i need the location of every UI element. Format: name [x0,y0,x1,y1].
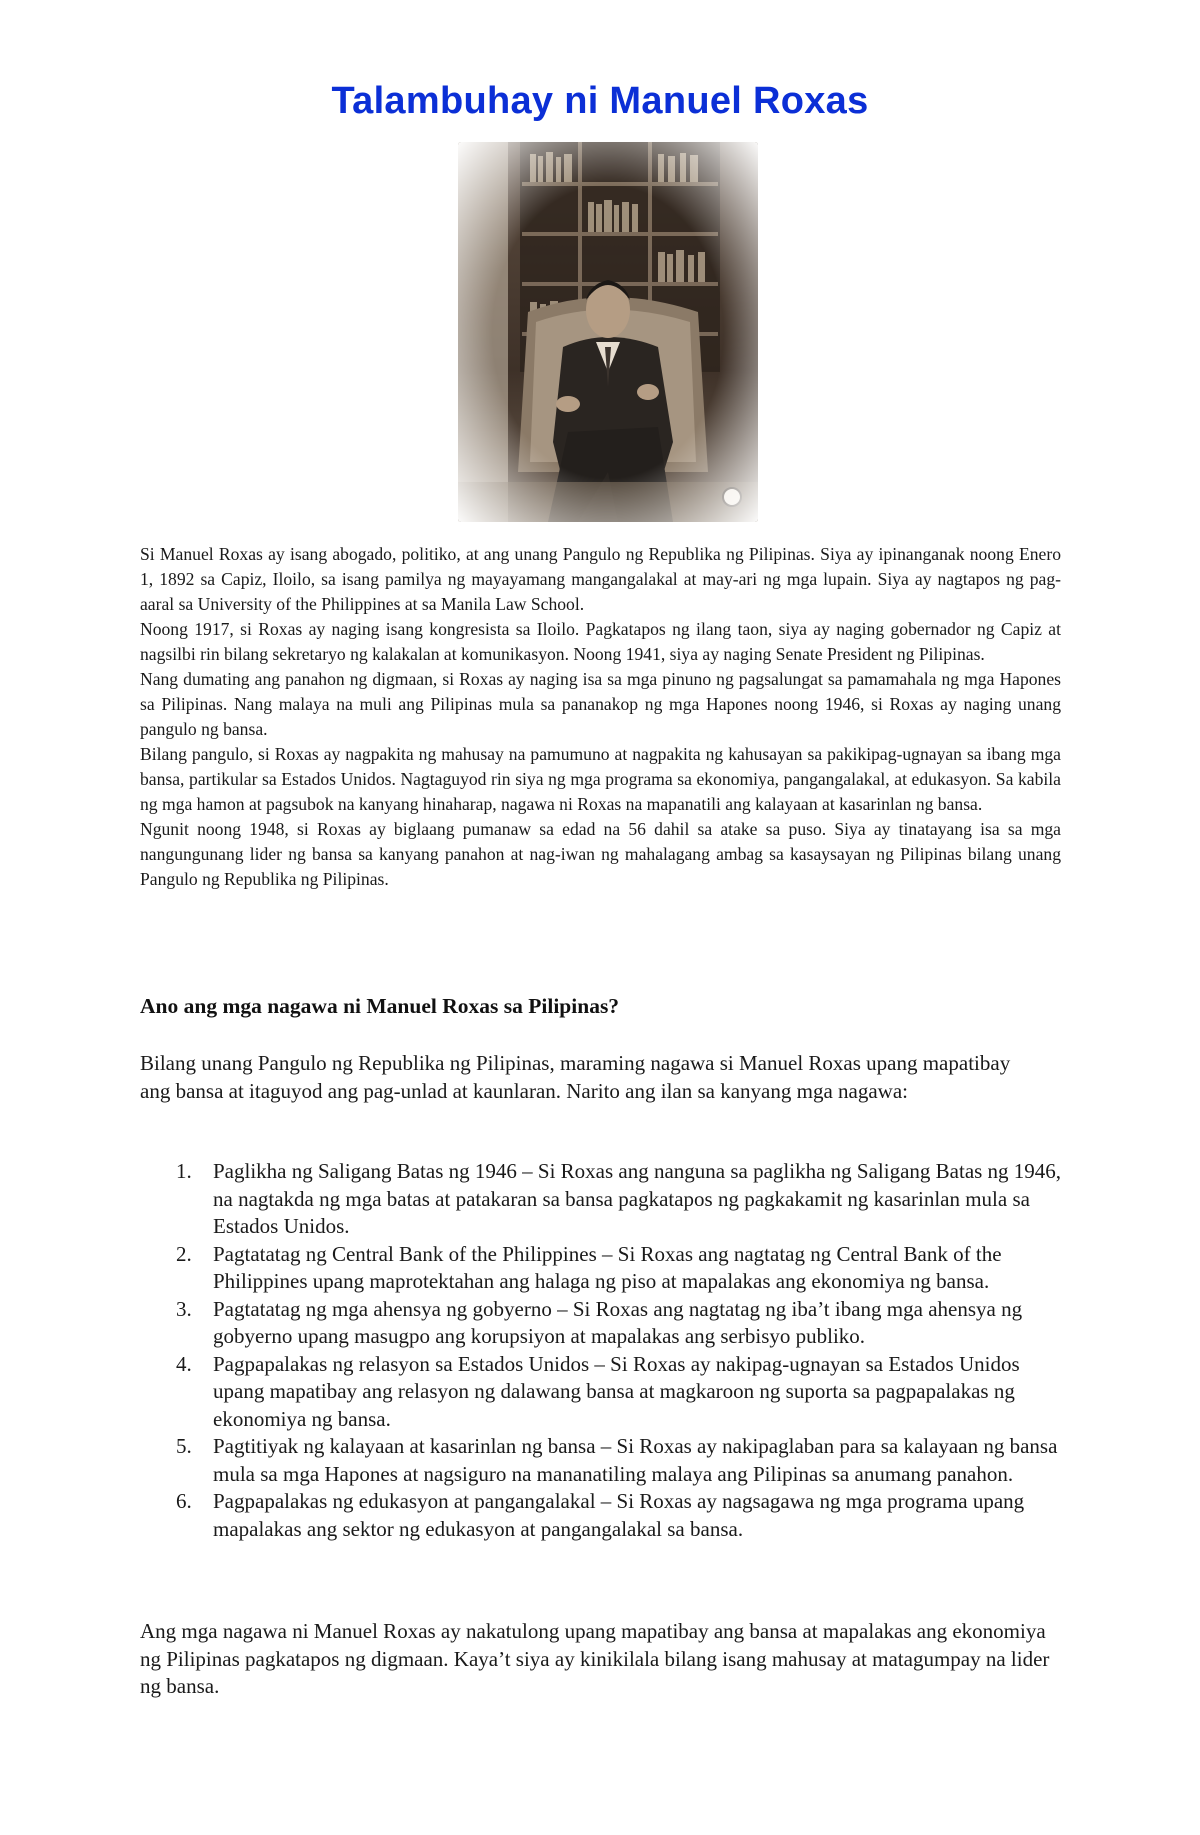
list-item-number: 5. [176,1434,192,1458]
page-title: Talambuhay ni Manuel Roxas [331,80,869,122]
list-item-number: 4. [176,1351,192,1376]
list-item-text: Pagpapalakas ng edukasyon at pangangalakal – Si Roxas ay nagsagawa ng mga programa upang mapalakas ang sektor ng edukasyon at pangangalakal sa bansa. [213,1489,1025,1541]
closing-paragraph: Ang mga nagawa ni Manuel Roxas ay nakatulong upang mapatibay ang bansa at mapalakas ang ekonomiya ng Pilipinas pagkatapos ng digmaan. Kaya’t siya ay kinikilala bilang isang mahusay at matagumpay na lider ng bansa. [140,1619,1050,1698]
list-item [140,1158,1070,1241]
biography-paragraph: Nang dumating ang panahon ng digmaan, si Roxas ay naging isa sa mga pinuno ng pagsalungat sa pamamahala ng mga Hapones sa Pilipinas. Nang malaya na muli ang Pilipinas mula sa pananakop ng mga Hapones noong 1946, si Roxas ay naging unang pangulo ng bansa. [140,669,1061,739]
portrait-photo [458,142,758,522]
list-item-text: Pagtatatag ng mga ahensya ng gobyerno – Si Roxas ang nagtatag ng iba’t ibang mga ahensya ng gobyerno upang masugpo ang korupsiyon at mapalakas ang serbisyo publiko. [213,1296,1023,1348]
list-item-number: 2. [176,1241,192,1266]
intro-paragraph: Bilang unang Pangulo ng Republika ng Pilipinas, maraming nagawa si Manuel Roxas upang mapatibay ang bansa at itaguyod ang pag-unlad at kaunlaran. Narito ang ilan sa kanyang mga nagawa: [140,1051,1011,1103]
biography-paragraph: Si Manuel Roxas ay isang abogado, politiko, at ang unang Pangulo ng Republika ng Pilipinas. Siya ay ipinanganak noong Enero 1, 1892 sa Capiz, Iloilo, sa isang pamilya ng mayayamang mangangalakal at may-ari ng mga lupain. Siya ay nagtapos ng pag-aaral sa University of the Philippines at sa Manila Law School. [140,544,1061,614]
achievements-list [140,1158,1070,1543]
list-item-text: Paglikha ng Saligang Batas ng 1946 – Si Roxas ang nanguna sa paglikha ng Saligang Batas ng 1946, na nagtakda ng mga batas at patakaran sa bansa pagkatapos ng pagkakamit ng kasarinlan mula sa Estados Unidos. [213,1159,1062,1238]
biography-section [140,542,1061,892]
list-item [140,1433,1070,1488]
list-item [140,1351,1070,1434]
biography-paragraph: Noong 1917, si Roxas ay naging isang kongresista sa Iloilo. Pagkatapos ng ilang taon, siya ay naging gobernador ng Capiz at nagsilbi rin bilang sekretaryo ng kalakalan at komunikasyon. Noong 1941, siya ay naging Senate President ng Pilipinas. [140,619,1061,664]
list-item-text: Pagpapalakas ng relasyon sa Estados Unidos – Si Roxas ay nakipag-ugnayan sa Estados Unidos upang mapatibay ang relasyon ng dalawang bansa at magkaroon ng suporta sa pagpapalakas ng ekonomiya ng bansa. [213,1351,1020,1431]
section-heading: Ano ang mga nagawa ni Manuel Roxas sa Pilipinas? [140,994,620,1018]
list-item-number: 1. [176,1159,192,1183]
list-item-number: 3. [176,1296,192,1321]
list-item [140,1488,1070,1543]
list-item [140,1296,1070,1351]
list-item-text: Pagtatatag ng Central Bank of the Philippines – Si Roxas ang nagtatag ng Central Bank of the Philippines upang maprotektahan ang halaga ng piso at mapalakas ang ekonomiya ng bansa. [213,1241,1002,1293]
list-item [140,1241,1070,1296]
biography-paragraph: Ngunit noong 1948, si Roxas ay biglaang pumanaw sa edad na 56 dahil sa atake sa puso. Siya ay tinatayang isa sa mga nangungunang lider ng bansa sa kanyang panahon at nag-iwan ng mahalagang ambag sa kasaysayan ng Pilipinas bilang unang Pangulo ng Republika ng Pilipinas. [140,819,1061,889]
biography-paragraph: Bilang pangulo, si Roxas ay nagpakita ng mahusay na pamumuno at nagpakita ng kahusayan sa pakikipag-ugnayan sa ibang mga bansa, partikular sa Estados Unidos. Nagtaguyod rin siya ng mga programa sa ekonomiya, pangangalakal, at edukasyon. Sa kabila ng mga hamon at pagsubok na kanyang hinaharap, nagawa ni Roxas na mapanatili ang kalayaan at kasarinlan ng bansa. [140,744,1061,814]
list-item-number: 6. [176,1489,192,1513]
list-item-text: Pagtitiyak ng kalayaan at kasarinlan ng bansa – Si Roxas ay nakipaglaban para sa kalayaan ng bansa mula sa mga Hapones at nagsiguro na mananatiling malaya ang Pilipinas sa anumang panahon. [213,1434,1058,1486]
